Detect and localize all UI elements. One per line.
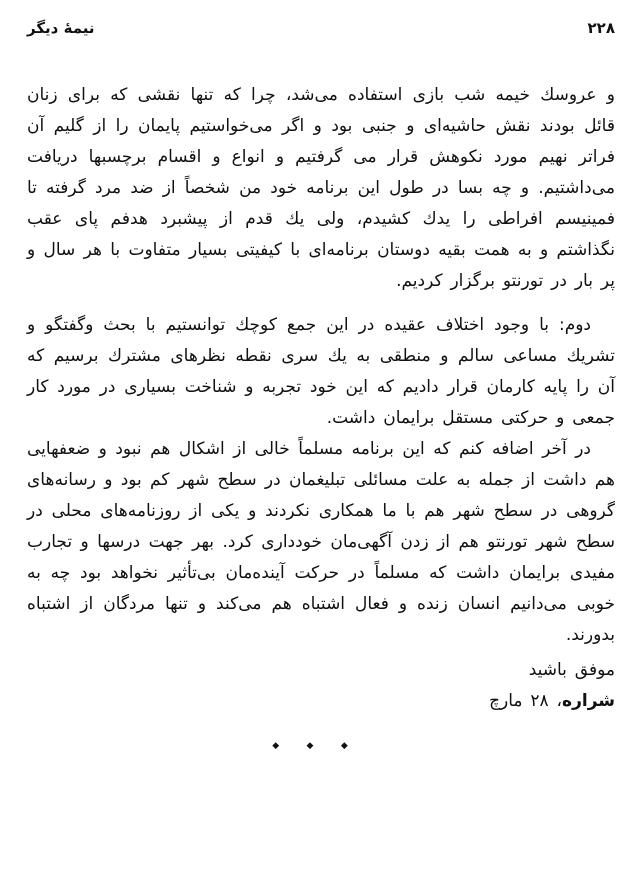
paragraph-1: و عروسك خیمه شب بازی استفاده می‌شد، چرا که تنها نقشی که برای زنان قائل بودند نقش حاشیه‌ای و جنبی بود و اگر می‌خواستیم پایمان را از گلیم آن فراتر نهیم مورد نکوهش قرار می گرفتیم و انواع و اقسام برچسبها دریافت می‌داشتیم. و چه بسا در طول این برنامه خود من شخصاً از ضد مرد گرفته تا فمینیسم افراطی را یدك کشیدم، ولی یك قدم از پیشبرد هدفم پای عقب نگذاشتم و به همت بقیه دوستان برنامه‌ای با کیفیتی بسیار متفاوت با هر سال و پر بار در تورنتو برگزار کردیم. [27, 85, 615, 291]
running-title: نیمهٔ دیگر [27, 19, 95, 37]
farewell-line: موفق باشید [528, 660, 615, 680]
signature-date: ، ۲۸ مارچ [489, 691, 563, 711]
paragraph-3: در آخر اضافه کنم که این برنامه مسلماً خالی از اشکال هم نبود و ضعفهایی هم داشت از جمله به علت مسائلی تبلیغمان در سطح شهر کم بود و رسانه‌های گروهی در سطح شهر هم با ما همکاری نکردند و یکی از روزنامه‌های محلی در سطح شهر تورنتو هم از زدن آگهی‌مان خودداری کرد. بهر جهت درسها و تجارب مفیدی برایمان داشت که مسلماً در حرکت آینده‌مان بی‌تأثیر نخواهد بود چه به خوبی می‌دانیم انسان زنده و فعال اشتباه هم می‌کند و تنها مردگان از اشتباه بدورند. [27, 439, 615, 645]
body-text [27, 80, 615, 762]
signature-name: شراره [562, 691, 615, 711]
page-number: ۲۲۸ [587, 19, 615, 37]
signature-line [27, 686, 615, 717]
section-separator-diamonds: ◆ ◆ ◆ [272, 741, 359, 751]
paragraph-2: دوم: با وجود اختلاف عقیده در این جمع کوچك توانستیم با بحث وگفتگو و تشریك مساعی سالم و منطقی به یك سری نقطه نظرهای مشترك برسیم که آن را پایه کارمان قرار دادیم که این خود تجربه و شناخت بسیاری در مورد کار جمعی و حرکتی مستقل برایمان داشت. [27, 315, 615, 428]
page-header [27, 18, 615, 38]
